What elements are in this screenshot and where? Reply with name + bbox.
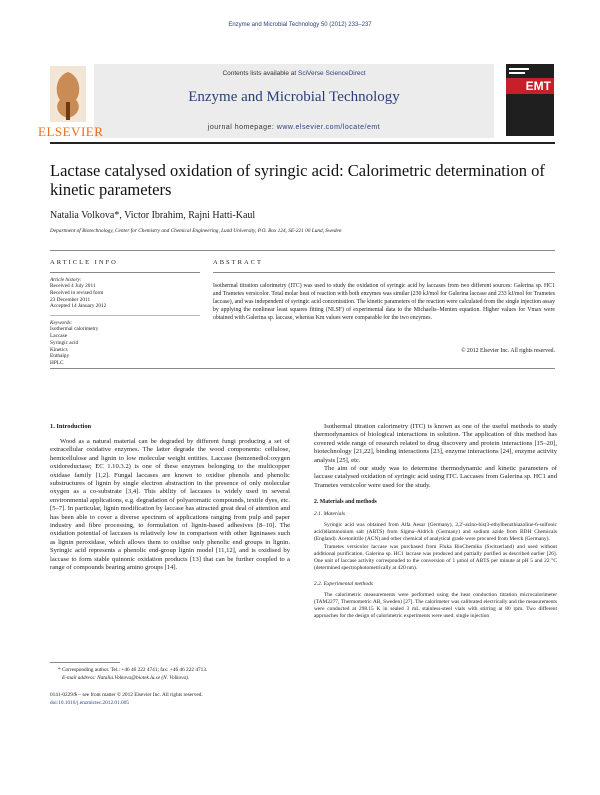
history-item: Received in revised form <box>50 289 104 296</box>
keywords-label: Keywords: <box>50 320 73 327</box>
homepage-link[interactable]: www.elsevier.com/locate/emt <box>276 124 381 131</box>
keyword: Kinetics <box>50 346 68 353</box>
keyword: Isothermal calorimetry <box>50 326 99 333</box>
journal-reference: Enzyme and Microbial Technology 50 (2012) 233–237 <box>228 22 372 28</box>
footnote-corresponding: * Corresponding author. Tel.: +46 46 222 4741; fax: +46 46 222 4713. <box>58 667 208 673</box>
cover-label: EMT <box>506 78 554 94</box>
abstract-heading: ABSTRACT <box>213 259 263 266</box>
abstract-bottom-rule <box>50 368 555 369</box>
footnote-email: E-mail address: Natalia.Volkova@biotek.lu.se (N. Volkova). <box>62 675 190 681</box>
affiliation-rule <box>50 250 555 251</box>
contents-availability <box>94 70 494 77</box>
journal-homepage <box>94 124 494 131</box>
issn-line: 0141-0229/$ – see front matter © 2012 Elsevier Inc. All rights reserved. <box>50 692 203 698</box>
doi-link[interactable]: doi:10.1016/j.enzmictec.2012.01.005 <box>50 700 129 706</box>
aim-paragraph: The aim of our study was to determine thermodynamic and kinetic parameters of laccase catalysed oxidation of syringic acid using ITC. Laccases from Galerina sp. HC1 and Trametes versicolor were used for the study. <box>314 465 557 489</box>
keyword: HPLC <box>50 360 64 367</box>
experimental-paragraph: The calorimetric measurements were performed using the heat conduction titration microcalorimeter (TAM2277, Thermometric AB, Sweden) [27]. The calorimeter was calibrated electrically and the measurements were conducted at 298.15 K in sealed 3 mL stainless-steel vials with stirring at 80 rpm. Two different approaches for the design of calorimetric experiments were used: single injection <box>314 591 557 620</box>
article-info-heading: ARTICLE INFO <box>50 259 118 266</box>
article-info <box>50 259 200 367</box>
introduction-heading: 1. Introduction <box>50 423 92 430</box>
keyword: Enthalpy <box>50 353 70 360</box>
history-item: 23 December 2011 <box>50 296 91 303</box>
publisher-name: ELSEVIER <box>38 124 104 139</box>
abstract-text: Isothermal titration calorimetry (ITC) was used to study the oxidation of syringic acid by laccases from two different sources: Galerina sp. HC1 and Trametes versicolor. Total molar heat of reaction with both enzymes was similar (230 kJ/mol for Galerina laccase and 233 kJ/mol for Trametes laccase), and was independent of syringic acid concentration. The kinetic parameters of the reaction were calculated from the single injection assay by applying the nonlinear least squares fitting (NLSF) of experimental data to the Michaelis–Menten equation. Higher values for Vmax were obtained with Galerina sp. laccase, whereas Km values were comparable for the two enzymes. <box>213 283 555 321</box>
left-column <box>50 423 290 573</box>
right-column <box>314 423 557 620</box>
abstract-copyright: © 2012 Elsevier Inc. All rights reserved. <box>461 348 555 354</box>
materials-paragraph: Syringic acid was obtained from Alfa Aesar (Germany), 2,2′-azino-bis(3-ethylbenzthiazoline-6-sulfonic acid)diammonium salt (ABTS) from Sigma–Aldrich (Germany) and sodium azide from BDH Chemicals (England). Acetonitrile (ACN) and other chemical of analytical grade were procured from Merck (Germany). <box>314 522 557 543</box>
author-affiliation: Department of Biotechnology, Center for Chemistry and Chemical Engineering, Lund University, P.O. Box 124, SE-221 00 Lund, Sweden <box>50 228 342 234</box>
homepage-label: journal homepage: <box>207 124 275 131</box>
article-authors: Natalia Volkova*, Victor Ibrahim, Rajni Hatti-Kaul <box>50 210 256 221</box>
introduction-paragraph: Wood as a natural material can be degraded by different fungi producing a set of extracellular oxidative enzymes. The latter degrade the wood components: cellulose, hemicellulose and lignin to low molecular weight entities. Laccase (benzenediol:oxygen oxidoreductase; EC 1.10.3.2) is one of these enzymes belonging to the multicopper oxidase family [1,2]. Fungal laccases are known to oxidise phenols and phenolic substructures of lignin by single electron abstraction in the presence of only molecular oxygen as a co-substrate [3,4]. This ability of laccases is widely used in several environmental applications, e.g. degradation of polyaromatic compounds, textile dyes, etc. [5–7]. In particular, lignin modification by laccase has attracted great deal of attention and has been able to cover a diverse spectrum of applications ranging from pulp and paper industry and fibre processing, to formulation of lignin-based adhesives [8–10]. The oxidation potential of laccases is relatively low in comparison with other ligninases such as lignin peroxidase, which allows them to oxidise only phenolic end groups in lignin. Syringic acid represents a phenolic end-group lignin model [11,12], and is oxidised by laccase to form stable quinonic oxidation products [13] that can be further coupled to a range of compounds bearing amino groups [14]. <box>50 438 290 572</box>
contents-prefix: Contents lists available at <box>222 70 297 77</box>
history-item: Accepted 14 January 2012 <box>50 303 107 310</box>
history-label: Article history: <box>50 277 82 283</box>
enzymes-paragraph: Trametes versicolor laccase was purchased from Fluka BioChemika (Switzerland) and used without additional purification. Galerina sp. HC1 laccase was produced and partially purified as described earlier [26]. One unit of laccase activity corresponded to the conversion of 1 μmol of ABTS per minute at pH 5 and 22 °C (determined spectrophotometrically at 420 nm). <box>314 543 557 571</box>
abstract-rule <box>213 272 555 273</box>
article-title: Lactase catalysed oxidation of syringic acid: Calorimetric determination of kinetic parameters <box>50 161 545 199</box>
materials-subheading: 2.1. Materials <box>314 511 346 518</box>
methods-heading: 2. Materials and methods <box>314 499 377 506</box>
itc-paragraph: Isothermal titration calorimetry (ITC) is known as one of the useful methods to study thermodynamics of biological interactions in solution. The application of this method has covered wide range of research related to drug discovery and protein interactions [15–20], biotechnology [21,22], binding interactions [23], enzyme interactions [24], enzyme activity analysis [25], etc. <box>314 423 557 464</box>
footnote-rule <box>50 662 120 663</box>
keyword: Laccase <box>50 332 68 339</box>
elsevier-tree-logo <box>50 66 86 126</box>
keyword: Syringic acid <box>50 339 79 346</box>
journal-title: Enzyme and Microbial Technology <box>188 89 400 105</box>
experimental-subheading: 2.2. Experimental methods <box>314 580 373 587</box>
header-rule <box>50 142 555 144</box>
history-item: Received 4 July 2011 <box>50 283 96 289</box>
sciencedirect-link[interactable]: SciVerse ScienceDirect <box>297 70 366 77</box>
journal-cover <box>506 64 554 136</box>
